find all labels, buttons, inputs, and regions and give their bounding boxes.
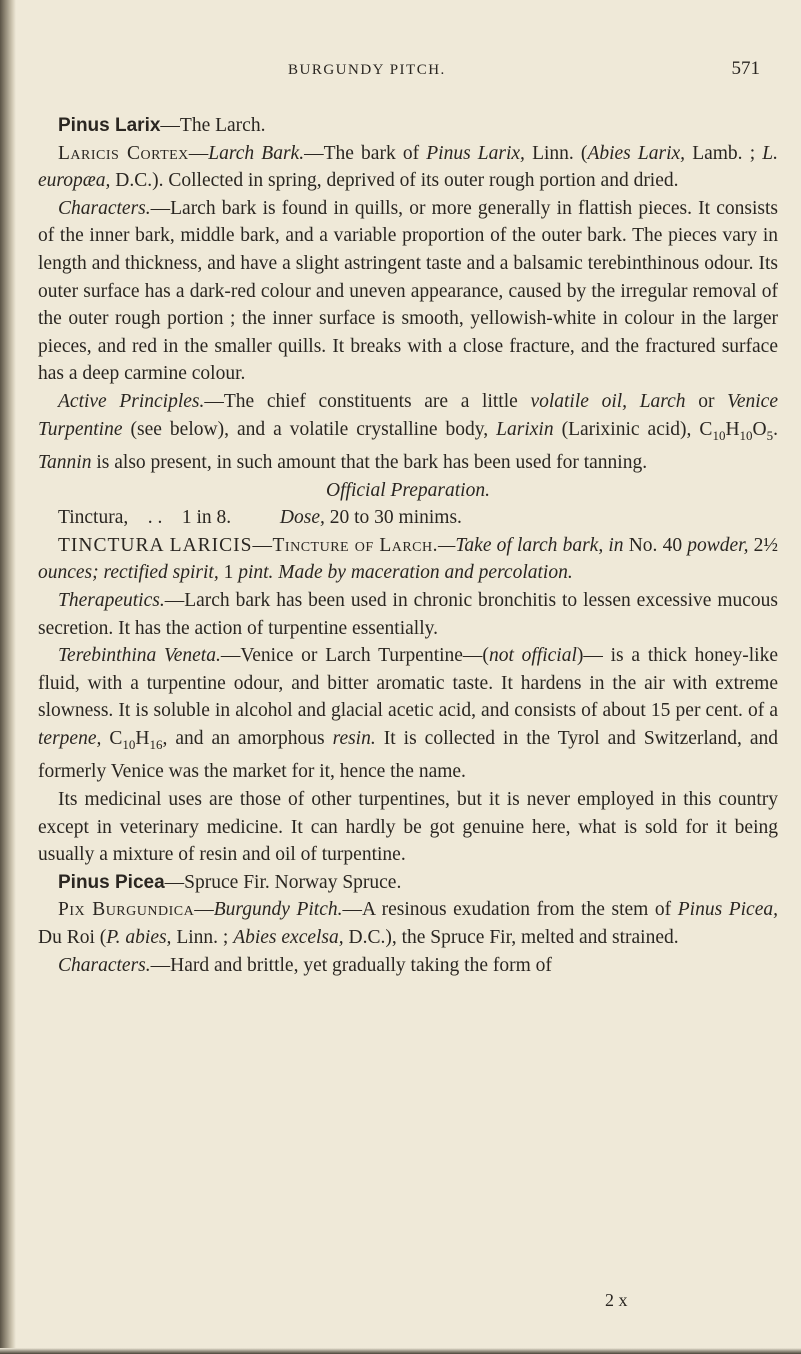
tinctura-laricis-paragraph: TINCTURA LARICIS—Tincture of Larch.—Take of larch bark, in No. 40 powder, 2½ ounces; rectified spirit, 1 pint. Made by maceration and percolation.	[38, 534, 779, 584]
running-head-title: BURGUNDY PITCH.	[288, 62, 446, 78]
page-number: 571	[731, 58, 760, 79]
running-head	[38, 0, 778, 79]
therapeutics-paragraph: Therapeutics.—Larch bark has been used in chronic bronchitis to lessen excessive mucous secretion. It has the action of turpentine essentially.	[38, 589, 778, 639]
terebinthina-veneta-paragraph: Terebinthina Veneta.—Venice or Larch Turpentine—(not official)— is a thick honey-like fluid, with a turpentine odour, and bitter aromatic taste. It hardens in the air with extreme slowness. It is soluble in alcohol and glacial acetic acid, and consists of about 15 per cent. of a terpene, $C_{10}H_{16}$, and an amorphous resin. It is collected in the Tyrol and Switzerland, and formerly Venice was the market for it, hence the name.	[38, 645, 778, 783]
pinus-picea-heading: Pinus Picea—Spruce Fir. Norway Spruce.	[58, 871, 402, 893]
official-preparation-heading: Official Preparation.	[326, 479, 490, 501]
medicinal-uses-paragraph: Its medicinal uses are those of other turpentines, but it is never employed in this country except in veterinary medicine. It can hardly be got genuine here, what is sold for it being usually a mixture of resin and oil of turpentine.	[38, 789, 778, 866]
characters-paragraph: Characters.—Larch bark is found in quills, or more generally in flattish pieces. It consists of the inner bark, middle bark, and a variable proportion of the outer bark. The pieces vary in length and thickness, and have a slight astringent taste and a balsamic terebinthinous odour. Its outer surface has a dark-red colour and uneven appearance, caused by the irregular removal of the outer rough portion ; the inner surface is smooth, yellowish-white in colour in the larger pieces, and red in the smaller quills. It breaks with a close fracture, and the fractured surface has a deep carmine colour.	[38, 197, 778, 385]
laricis-cortex-paragraph: Laricis Cortex—Larch Bark.—The bark of Pinus Larix, Linn. (Abies Larix, Lamb. ; L. europæa, D.C.). Collected in spring, deprived of its outer rough portion and dried.	[38, 142, 778, 192]
page-gutter-shadow	[0, 0, 16, 1354]
body-text	[38, 112, 778, 979]
pinus-larix-heading: Pinus Larix—The Larch.	[58, 115, 266, 136]
tinctura-dose-line: Tinctura, . . 1 in 8. Dose, 20 to 30 minims.	[58, 507, 462, 529]
page-bottom-edge	[0, 1348, 801, 1354]
pix-burgundica-paragraph: Pix Burgundica—Burgundy Pitch.—A resinous exudation from the stem of Pinus Picea, Du Roi (P. abies, Linn. ; Abies excelsa, D.C.), the Spruce Fir, melted and strained.	[38, 899, 778, 948]
active-principles-paragraph: Active Principles.—The chief constituents are a little volatile oil, Larch or Venice Turpentine (see below), and a volatile crystalline body, Larixin (Larixinic acid), $C_{10}H_{10}O_5$. Tannin is also present, in such amount that the bark has been used for tanning.	[38, 390, 778, 474]
book-page	[38, 0, 779, 976]
characters-paragraph-2: Characters.—Hard and brittle, yet gradually taking the form of	[58, 954, 552, 976]
signature-mark: 2 x	[605, 1290, 628, 1310]
